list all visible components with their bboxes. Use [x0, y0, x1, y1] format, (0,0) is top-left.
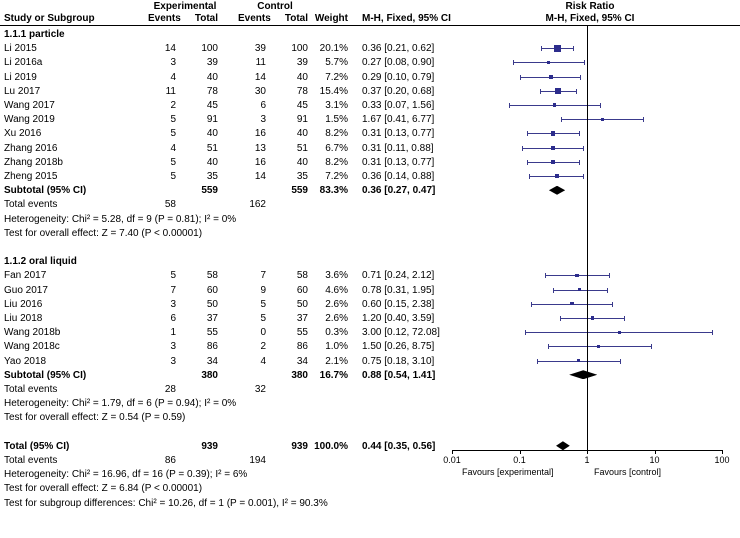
cell-rr-ci: 1.67 [0.41, 6.77] — [362, 114, 435, 126]
cell-study: Total (95% CI) — [4, 440, 70, 452]
ci-cap — [576, 89, 577, 94]
effect-estimate-marker — [575, 274, 578, 277]
effect-estimate-marker — [555, 174, 559, 178]
cell-total-ctl: 939 — [291, 440, 308, 452]
ci-cap — [553, 288, 554, 293]
overall-effect-text: Test for overall effect: Z = 0.54 (P = 0.59) — [4, 412, 186, 424]
cell-total-ctl: 380 — [291, 369, 308, 381]
cell-events-exp: 3 — [170, 355, 176, 367]
effect-estimate-marker — [577, 359, 580, 362]
total-events-exp: 58 — [164, 199, 176, 211]
cell-weight: 2.6% — [325, 298, 348, 310]
ci-cap — [580, 75, 581, 80]
overall-effect-total: Test for overall effect: Z = 6.84 (P < 0.00001) — [4, 483, 203, 495]
cell-total-ctl: 45 — [296, 100, 308, 111]
effect-estimate-marker — [551, 160, 555, 164]
ci-cap — [643, 117, 644, 122]
cell-total-ctl: 58 — [296, 270, 308, 282]
cell-study: Li 2016a — [4, 57, 43, 69]
cell-total-exp: 60 — [206, 284, 218, 296]
total-events-ctl: 162 — [249, 199, 266, 211]
ci-cap — [531, 302, 532, 307]
favours-experimental-label: Favours [experimental] — [462, 467, 554, 477]
cell-study: Guo 2017 — [4, 284, 48, 296]
cell-study: Wang 2017 — [4, 100, 55, 111]
cell-total-exp: 86 — [206, 341, 218, 353]
cell-total-ctl: 86 — [296, 341, 308, 353]
cell-study: Li 2019 — [4, 71, 37, 83]
cell-events-ctl: 5 — [260, 298, 266, 310]
grand-total-events-ctl: 194 — [249, 455, 266, 466]
ci-cap — [548, 344, 549, 349]
cell-total-exp: 55 — [206, 327, 218, 339]
cell-events-exp: 5 — [170, 128, 176, 140]
cell-events-exp: 3 — [170, 298, 176, 310]
effect-estimate-marker — [591, 316, 594, 319]
axis-tick-label: 10 — [649, 455, 660, 465]
cell-total-exp: 100 — [201, 43, 218, 55]
ci-cap — [509, 103, 510, 108]
cell-events-ctl: 7 — [260, 270, 266, 282]
effect-estimate-marker — [553, 103, 556, 106]
cell-total-exp: 50 — [206, 298, 218, 310]
ci-cap — [651, 344, 652, 349]
total-events-label: Total events — [4, 384, 58, 395]
cell-rr-ci: 0.31 [0.11, 0.88] — [362, 142, 434, 154]
cell-rr-ci: 0.36 [0.14, 0.88] — [362, 171, 435, 182]
cell-events-ctl: 9 — [260, 284, 266, 296]
total-events-label: Total events — [4, 455, 58, 466]
cell-events-ctl: 3 — [260, 114, 266, 126]
cell-rr-ci: 0.78 [0.31, 1.95] — [362, 284, 435, 296]
total-events-label: Total events — [4, 199, 58, 211]
cell-events-ctl: 4 — [260, 355, 266, 367]
cell-study: Subtotal (95% CI) — [4, 369, 87, 381]
cell-study: Yao 2018 — [4, 355, 47, 367]
ci-cap — [525, 330, 526, 335]
effect-estimate-marker — [601, 118, 604, 121]
ci-cap — [513, 60, 514, 65]
cell-weight: 100.0% — [314, 440, 348, 452]
cell-total-exp: 35 — [206, 171, 218, 182]
ci-cap — [573, 46, 574, 51]
cell-weight: 15.4% — [319, 85, 348, 97]
effect-estimate-marker — [578, 288, 582, 292]
cell-weight: 1.5% — [325, 114, 348, 126]
grand-total-events-exp: 86 — [164, 455, 176, 466]
ci-cap — [522, 146, 523, 151]
cell-weight: 3.1% — [325, 100, 348, 111]
header-total-2: Total — [284, 13, 308, 24]
cell-total-ctl: 35 — [296, 171, 308, 182]
cell-rr-ci: 1.50 [0.26, 8.75] — [362, 341, 435, 353]
effect-estimate-marker — [547, 61, 551, 65]
total-events-exp: 28 — [164, 384, 176, 395]
axis-tick — [452, 450, 453, 454]
cell-events-ctl: 30 — [254, 85, 266, 97]
cell-study: Wang 2018b — [4, 327, 61, 339]
cell-total-ctl: 100 — [291, 43, 308, 55]
overall-effect-text: Test for overall effect: Z = 7.40 (P < 0.00001) — [4, 227, 203, 239]
cell-total-exp: 939 — [201, 440, 218, 452]
cell-study: Subtotal (95% CI) — [4, 185, 87, 197]
cell-events-exp: 11 — [165, 85, 176, 97]
effect-estimate-marker — [551, 146, 555, 150]
cell-weight: 4.6% — [325, 284, 348, 296]
cell-events-exp: 1 — [170, 327, 176, 339]
cell-total-ctl: 60 — [296, 284, 308, 296]
cell-weight: 0.3% — [325, 327, 348, 339]
cell-total-exp: 37 — [206, 313, 218, 324]
cell-rr-ci: 0.31 [0.13, 0.77] — [362, 156, 435, 168]
axis-tick — [520, 450, 521, 454]
cell-total-exp: 40 — [206, 128, 218, 140]
ci-cap — [612, 302, 613, 307]
cell-rr-ci: 0.31 [0.13, 0.77] — [362, 128, 435, 140]
cell-total-exp: 40 — [206, 156, 218, 168]
ci-cap — [620, 359, 621, 364]
cell-weight: 6.7% — [325, 142, 348, 154]
cell-study: Zhang 2016 — [4, 142, 58, 154]
cell-total-exp: 40 — [206, 71, 218, 83]
cell-events-ctl: 16 — [254, 128, 266, 140]
header-group-experimental: Experimental — [153, 1, 217, 12]
cell-total-ctl: 37 — [296, 313, 308, 324]
ci-cap — [583, 146, 584, 151]
ci-cap — [609, 273, 610, 278]
cell-rr-ci: 0.27 [0.08, 0.90] — [362, 57, 435, 69]
cell-total-exp: 91 — [206, 114, 218, 126]
cell-total-exp: 58 — [206, 270, 218, 282]
cell-total-exp: 78 — [206, 85, 218, 97]
ci-cap — [541, 46, 542, 51]
ci-cap — [527, 131, 528, 136]
cell-weight: 1.0% — [325, 341, 348, 353]
cell-study: Zhang 2018b — [4, 156, 63, 168]
ci-cap — [624, 316, 625, 321]
effect-estimate-marker — [554, 45, 561, 52]
cell-weight: 8.2% — [325, 128, 348, 140]
cell-study: Wang 2019 — [4, 114, 55, 126]
cell-rr-ci: 0.36 [0.21, 0.62] — [362, 43, 435, 55]
ci-cap — [712, 330, 713, 335]
cell-rr-ci: 0.36 [0.27, 0.47] — [362, 185, 436, 197]
cell-events-exp: 7 — [170, 284, 176, 296]
cell-total-ctl: 55 — [296, 327, 308, 339]
cell-events-ctl: 16 — [254, 156, 266, 168]
subgroup-label: 1.1.2 oral liquid — [4, 256, 77, 268]
ci-cap — [600, 103, 601, 108]
cell-study: Liu 2018 — [4, 313, 43, 324]
header-risk-ratio-left: Risk Ratio — [565, 1, 615, 12]
cell-events-exp: 6 — [170, 313, 176, 324]
cell-total-exp: 559 — [201, 185, 218, 197]
cell-events-ctl: 6 — [260, 100, 266, 111]
cell-weight: 2.6% — [325, 313, 348, 324]
effect-estimate-marker — [551, 131, 555, 135]
effect-estimate-marker — [570, 302, 573, 305]
subgroup-label: 1.1.1 particle — [4, 29, 65, 40]
ci-cap — [607, 288, 608, 293]
header-weight: Weight — [314, 13, 348, 24]
cell-events-exp: 2 — [170, 100, 176, 111]
effect-estimate-marker — [549, 75, 553, 79]
plot-subtitle: M-H, Fixed, 95% CI — [545, 13, 635, 24]
cell-study: Li 2015 — [4, 43, 37, 55]
cell-total-ctl: 40 — [296, 71, 308, 83]
cell-rr-ci: 0.44 [0.35, 0.56] — [362, 440, 436, 452]
subgroup-difference-test: Test for subgroup differences: Chi² = 10.26, df = 1 (P = 0.001), I² = 90.3% — [4, 497, 328, 509]
axis-tick-label: 100 — [714, 455, 730, 465]
ci-cap — [545, 273, 546, 278]
cell-rr-ci: 0.33 [0.07, 1.56] — [362, 100, 435, 111]
cell-study: Liu 2016 — [4, 298, 43, 310]
header-total-1: Total — [194, 13, 218, 24]
cell-events-exp: 4 — [170, 71, 176, 83]
cell-events-exp: 3 — [170, 57, 176, 69]
cell-weight: 8.2% — [325, 156, 348, 168]
cell-rr-ci: 0.37 [0.20, 0.68] — [362, 85, 435, 97]
ci-cap — [583, 174, 584, 179]
cell-events-exp: 14 — [164, 43, 176, 55]
cell-total-ctl: 50 — [296, 298, 308, 310]
effect-estimate-marker — [597, 345, 600, 348]
cell-events-exp: 5 — [170, 270, 176, 282]
cell-total-exp: 45 — [206, 100, 218, 111]
total-events-ctl: 32 — [254, 384, 266, 395]
cell-total-ctl: 91 — [296, 114, 308, 126]
header-events-1: Events — [148, 13, 181, 24]
axis-tick-label: 1 — [584, 455, 590, 465]
cell-weight: 7.2% — [325, 171, 348, 182]
cell-rr-ci: 0.75 [0.18, 3.10] — [362, 355, 435, 367]
ci-cap — [561, 117, 562, 122]
cell-events-ctl: 14 — [254, 171, 266, 182]
header-rr-ci: M-H, Fixed, 95% CI — [362, 13, 451, 24]
cell-study: Lu 2017 — [4, 85, 41, 97]
cell-total-ctl: 40 — [296, 156, 308, 168]
ci-cap — [520, 75, 521, 80]
cell-events-exp: 5 — [170, 171, 176, 182]
cell-events-ctl: 2 — [260, 341, 266, 353]
cell-study: Zheng 2015 — [4, 171, 58, 182]
cell-study: Fan 2017 — [4, 270, 47, 282]
cell-events-ctl: 0 — [260, 327, 266, 339]
ci-cap — [529, 174, 530, 179]
cell-total-ctl: 559 — [291, 185, 308, 197]
cell-study: Wang 2018c — [4, 341, 60, 353]
ci-cap — [537, 359, 538, 364]
header-events-2: Events — [238, 13, 271, 24]
axis-tick-label: 0.01 — [443, 455, 461, 465]
heterogeneity-total: Heterogeneity: Chi² = 16.96, df = 16 (P = 0.39); I² = 6% — [4, 469, 248, 481]
cell-rr-ci: 3.00 [0.12, 72.08] — [362, 327, 440, 339]
cell-rr-ci: 0.71 [0.24, 2.12] — [362, 270, 435, 282]
cell-weight: 20.1% — [319, 43, 348, 55]
header-study: Study or Subgroup — [4, 13, 95, 24]
cell-total-ctl: 39 — [296, 57, 308, 69]
cell-events-ctl: 14 — [254, 71, 266, 83]
cell-events-ctl: 13 — [254, 142, 266, 154]
axis-tick — [722, 450, 723, 454]
cell-events-ctl: 11 — [255, 57, 266, 69]
cell-total-ctl: 40 — [296, 128, 308, 140]
cell-rr-ci: 0.29 [0.10, 0.79] — [362, 71, 435, 83]
heterogeneity-text: Heterogeneity: Chi² = 5.28, df = 9 (P = 0.81); I² = 0% — [4, 213, 237, 225]
ci-cap — [540, 89, 541, 94]
cell-rr-ci: 1.20 [0.40, 3.59] — [362, 313, 435, 324]
cell-events-exp: 5 — [170, 114, 176, 126]
cell-weight: 2.1% — [325, 355, 348, 367]
axis-tick — [655, 450, 656, 454]
cell-total-exp: 34 — [206, 355, 218, 367]
cell-total-ctl: 51 — [296, 142, 308, 154]
cell-weight: 83.3% — [319, 185, 348, 197]
cell-weight: 3.6% — [325, 270, 348, 282]
cell-total-exp: 39 — [206, 57, 218, 69]
ci-cap — [527, 160, 528, 165]
cell-events-exp: 3 — [170, 341, 176, 353]
cell-events-ctl: 39 — [254, 43, 266, 55]
ci-cap — [579, 131, 580, 136]
cell-total-ctl: 78 — [296, 85, 308, 97]
cell-rr-ci: 0.88 [0.54, 1.41] — [362, 369, 436, 381]
cell-total-ctl: 34 — [296, 355, 308, 367]
axis-tick-label: 0.1 — [513, 455, 526, 465]
cell-events-ctl: 5 — [260, 313, 266, 324]
header-group-control: Control — [257, 1, 293, 12]
cell-rr-ci: 0.60 [0.15, 2.38] — [362, 298, 435, 310]
ci-cap — [584, 60, 585, 65]
cell-events-exp: 5 — [170, 156, 176, 168]
cell-weight: 7.2% — [325, 71, 348, 83]
cell-total-exp: 380 — [201, 369, 218, 381]
favours-control-label: Favours [control] — [594, 467, 662, 477]
axis-tick — [587, 450, 588, 454]
cell-total-exp: 51 — [206, 142, 218, 154]
heterogeneity-text: Heterogeneity: Chi² = 1.79, df = 6 (P = 0.94); I² = 0% — [4, 398, 237, 410]
ci-cap — [579, 160, 580, 165]
ci-cap — [560, 316, 561, 321]
cell-weight: 16.7% — [319, 369, 348, 381]
effect-estimate-marker — [555, 88, 561, 94]
effect-estimate-marker — [618, 331, 621, 334]
cell-study: Xu 2016 — [4, 128, 42, 140]
null-effect-line — [587, 26, 588, 450]
cell-events-exp: 4 — [170, 142, 176, 154]
cell-weight: 5.7% — [325, 57, 348, 69]
